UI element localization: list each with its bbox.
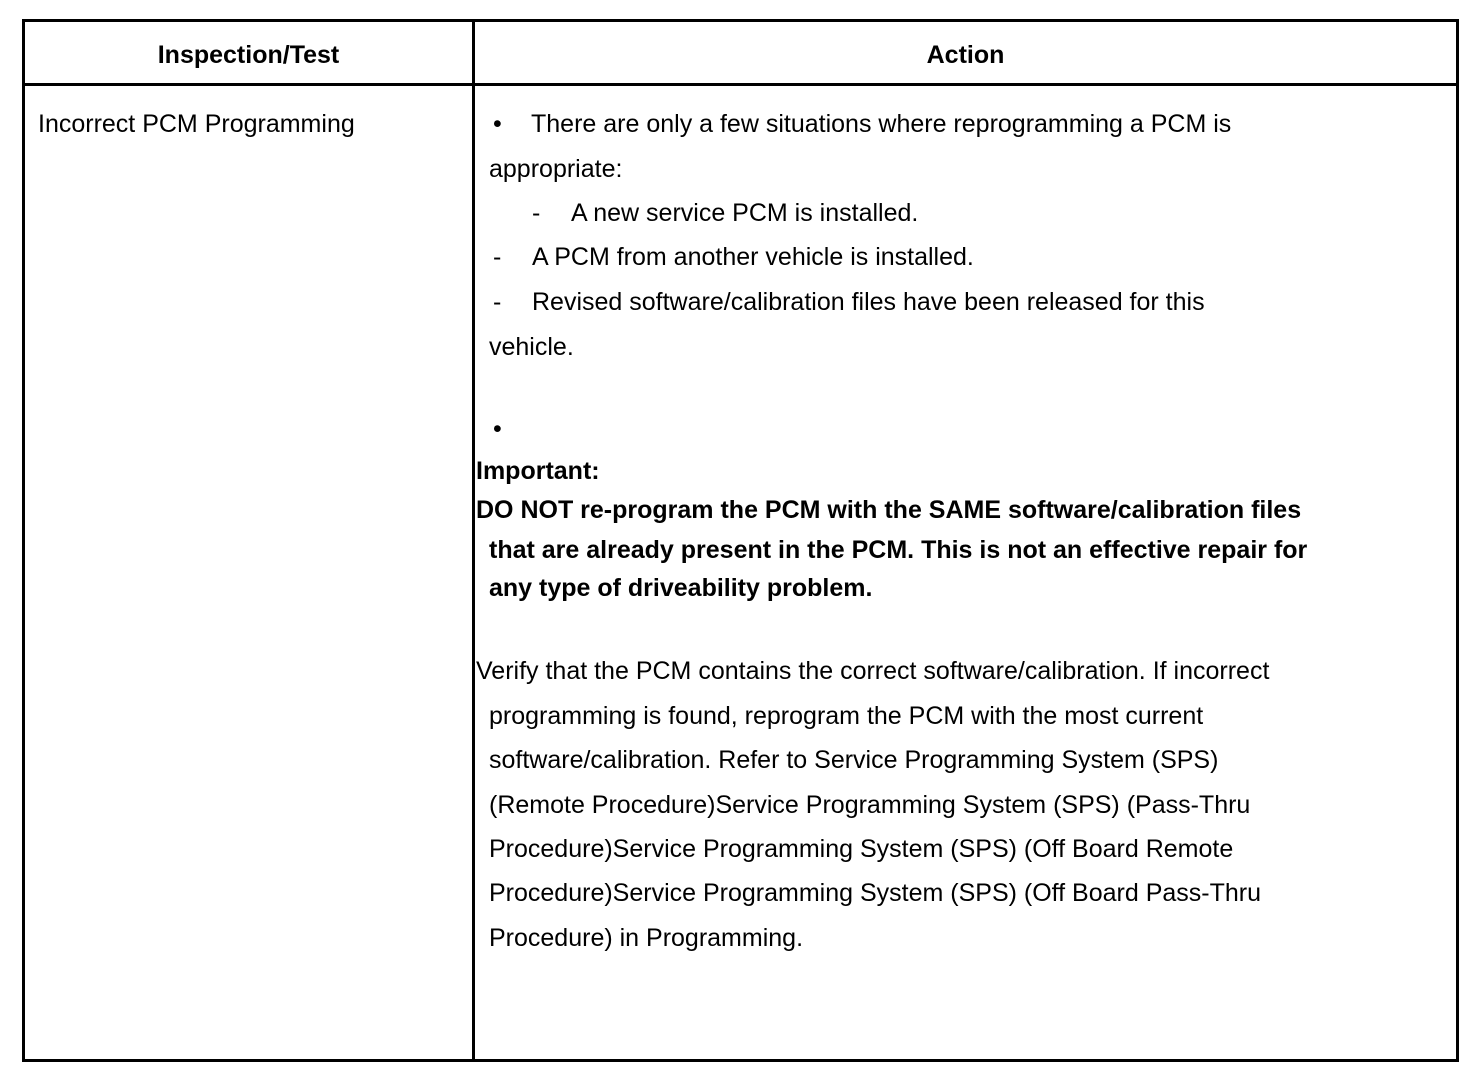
dash-icon: - — [532, 199, 541, 227]
important-line1: DO NOT re-program the PCM with the SAME software/calibration files — [476, 496, 1302, 524]
verify-line3: software/calibration. Refer to Service Programming System (SPS) — [489, 746, 1219, 774]
dash-icon: - — [493, 243, 502, 271]
sub-item-2: A PCM from another vehicle is installed. — [532, 243, 974, 271]
header-action: Action — [926, 41, 1005, 69]
column-divider — [472, 19, 475, 1062]
verify-line4: (Remote Procedure)Service Programming System (SPS) (Pass-Thru — [489, 791, 1251, 819]
important-title: Important: — [476, 457, 600, 485]
sub-item-3-line1: Revised software/calibration files have been released for this — [532, 288, 1205, 316]
verify-line1: Verify that the PCM contains the correct software/calibration. If incorrect — [476, 657, 1270, 685]
verify-line6: Procedure)Service Programming System (SPS) (Off Board Pass-Thru — [489, 879, 1262, 907]
important-line3: any type of driveability problem. — [489, 574, 873, 602]
header-divider — [22, 83, 1459, 86]
verify-line2: programming is found, reprogram the PCM with the most current — [489, 702, 1204, 730]
verify-line5: Procedure)Service Programming System (SPS) (Off Board Remote — [489, 835, 1234, 863]
bullet-icon: • — [493, 110, 502, 138]
dash-icon: - — [493, 288, 502, 316]
verify-line7: Procedure) in Programming. — [489, 924, 804, 952]
bullet1-line2: appropriate: — [489, 155, 623, 183]
important-line2: that are already present in the PCM. This is not an effective repair for — [489, 536, 1308, 564]
bullet-icon: • — [493, 415, 502, 443]
sub-item-1: A new service PCM is installed. — [571, 199, 919, 227]
header-inspection-test: Inspection/Test — [157, 41, 340, 69]
sub-item-3-line2: vehicle. — [489, 333, 574, 361]
bullet1-line1: There are only a few situations where reprogramming a PCM is — [531, 110, 1232, 138]
inspection-cell: Incorrect PCM Programming — [38, 110, 355, 138]
